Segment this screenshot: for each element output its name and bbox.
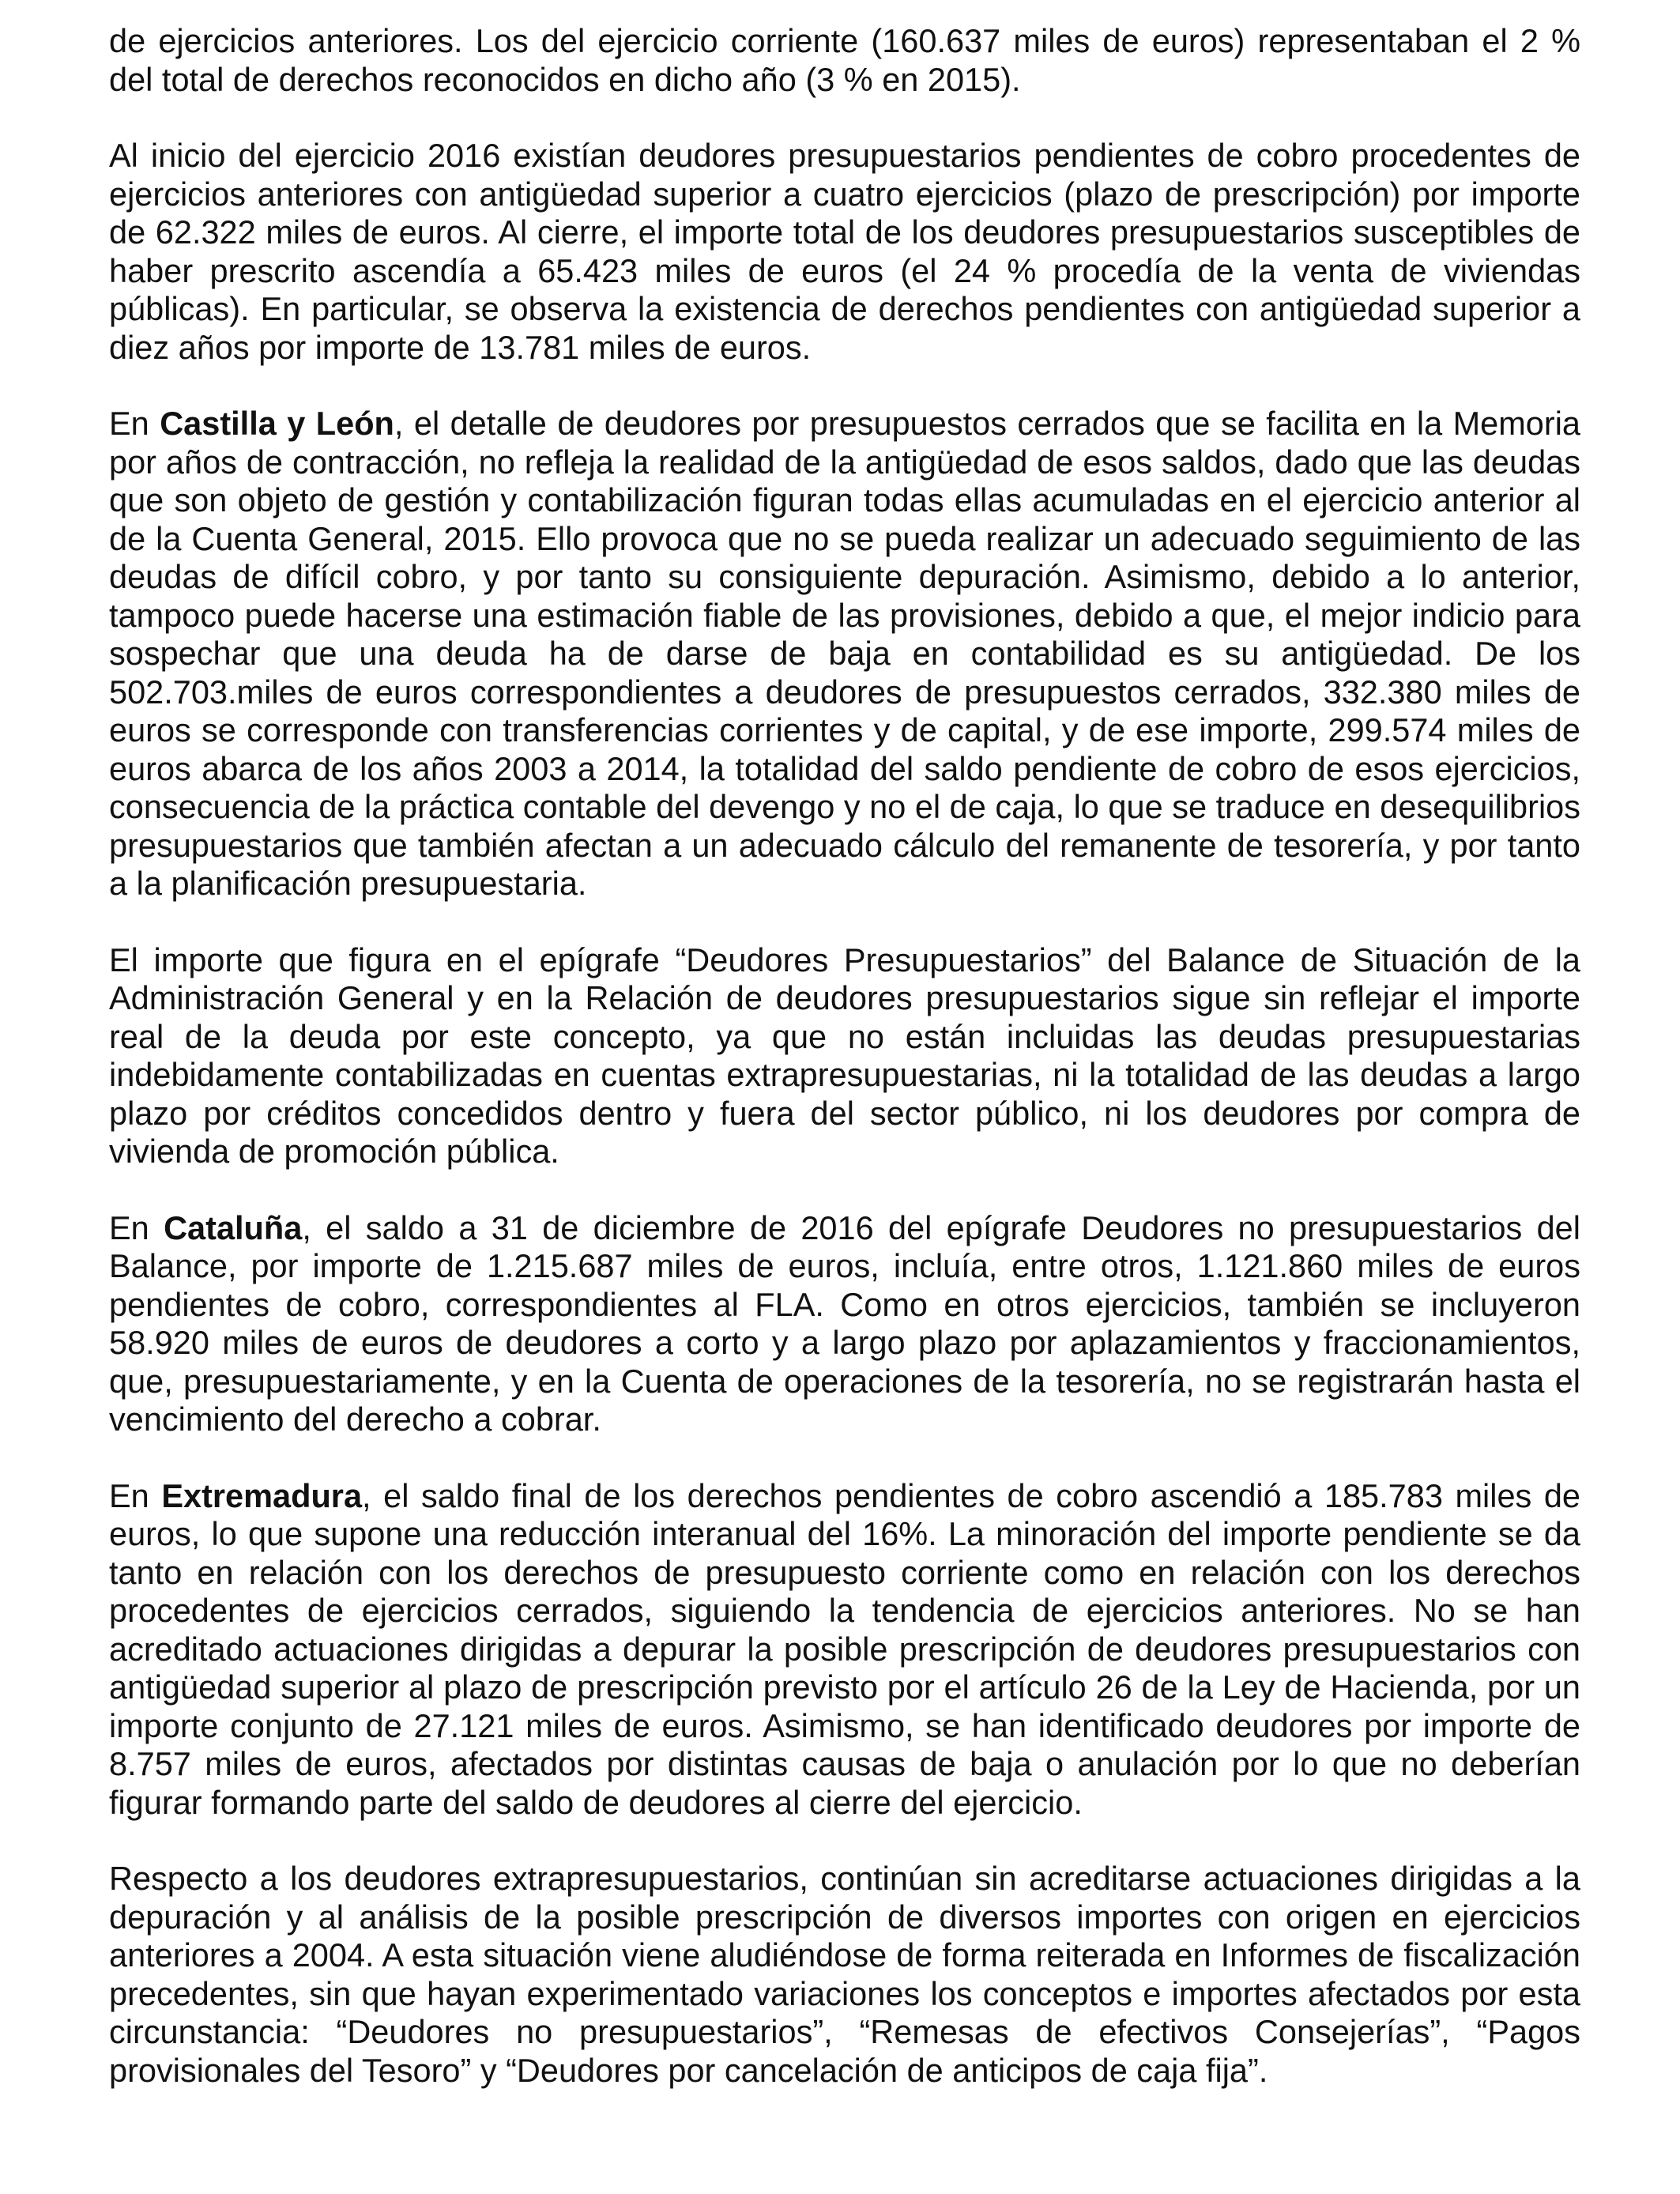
region-name: Cataluña [164, 1208, 303, 1246]
paragraph [109, 405, 1580, 903]
region-name: Castilla y León [160, 405, 394, 442]
paragraph [109, 22, 1580, 99]
paragraph [109, 1860, 1580, 2090]
paragraph-text: El importe que figura en el epígrafe “Deudores Presupuestarios” del Balance de Situación de la Administración General y en la Relación de deudores presupuestarios sigue sin reflejar el importe real de la deuda por este concepto, ya que no están incluidas las deudas presupuestarias indebidamente contabilizadas en cuentas extrapresupuestarias, ni la totalidad de las deudas a largo plazo por créditos concedidos dentro y fuera del sector público, ni los deudores por compra de vivienda de promoción pública. [109, 941, 1580, 1170]
paragraph-text: , el saldo a 31 de diciembre de 2016 del epígrafe Deudores no presupuestarios del Balance, por importe de 1.215.687 miles de euros, incluía, entre otros, 1.121.860 miles de euros pendientes de cobro, correspondientes al FLA. Como en otros ejercicios, también se incluyeron 58.920 miles de euros de deudores a corto y a largo plazo por aplazamientos y fraccionamientos, que, presupuestariamente, y en la Cuenta de operaciones de la tesorería, no se registrarán hasta el vencimiento del derecho a cobrar. [109, 1208, 1580, 1438]
paragraph [109, 941, 1580, 1171]
region-name: Extremadura [161, 1476, 363, 1514]
paragraph [109, 1477, 1580, 1823]
paragraph-lead: En [109, 405, 160, 442]
paragraph-text: Respecto a los deudores extrapresupuestarios, continúan sin acreditarse actuaciones dirigidas a la depuración y al análisis de la posible prescripción de diversos importes con origen en ejercicios anteriores a 2004. A esta situación viene aludiéndose de forma reiterada en Informes de fiscalización precedentes, sin que hayan experimentado variaciones los conceptos e importes afectados por esta circunstancia: “Deudores no presupuestarios”, “Remesas de efectivos Consejerías”, “Pagos provisionales del Tesoro” y “Deudores por cancelación de anticipos de caja fija”. [109, 1860, 1580, 2089]
paragraph-text: , el detalle de deudores por presupuestos cerrados que se facilita en la Memoria por años de contracción, no refleja la realidad de la antigüedad de esos saldos, dado que las deudas que son objeto de gestión y contabilización figuran todas ellas acumuladas en el ejercicio anterior al de la Cuenta General, 2015. Ello provoca que no se pueda realizar un adecuado seguimiento de las deudas de difícil cobro, y por tanto su consiguiente depuración. Asimismo, debido a lo anterior, tampoco puede hacerse una estimación fiable de las provisiones, debido a que, el mejor indicio para sospechar que una deuda ha de darse de baja en contabilidad es su antigüedad. De los 502.703.miles de euros correspondientes a deudores de presupuestos cerrados, 332.380 miles de euros se corresponde con transferencias corrientes y de capital, y de ese importe, 299.574 miles de euros abarca de los años 2003 a 2014, la totalidad del saldo pendiente de cobro de esos ejercicios, consecuencia de la práctica contable del devengo y no el de caja, lo que se traduce en desequilibrios presupuestarios que también afectan a un adecuado cálculo del remanente de tesorería, y por tanto a la planificación presupuestaria. [109, 405, 1580, 902]
document-page [109, 22, 1580, 2128]
paragraph-lead: En [109, 1476, 162, 1514]
paragraph-lead: En [109, 1208, 164, 1246]
paragraph-text: de ejercicios anteriores. Los del ejercicio corriente (160.637 miles de euros) representaban el 2 % del total de derechos reconocidos en dicho año (3 % en 2015). [109, 22, 1580, 98]
paragraph [109, 1209, 1580, 1439]
paragraph [109, 137, 1580, 367]
paragraph-text: , el saldo final de los derechos pendientes de cobro ascendió a 185.783 miles de euros, lo que supone una reducción interanual del 16%. La minoración del importe pendiente se da tanto en relación con los derechos de presupuesto corriente como en relación con los derechos procedentes de ejercicios cerrados, siguiendo la tendencia de ejercicios anteriores. No se han acreditado actuaciones dirigidas a depurar la posible prescripción de deudores presupuestarios con antigüedad superior al plazo de prescripción previsto por el artículo 26 de la Ley de Hacienda, por un importe conjunto de 27.121 miles de euros. Asimismo, se han identificado deudores por importe de 8.757 miles de euros, afectados por distintas causas de baja o anulación por lo que no deberían figurar formando parte del saldo de deudores al cierre del ejercicio. [109, 1476, 1580, 1821]
paragraph-text: Al inicio del ejercicio 2016 existían deudores presupuestarios pendientes de cobro procedentes de ejercicios anteriores con antigüedad superior a cuatro ejercicios (plazo de prescripción) por importe de 62.322 miles de euros. Al cierre, el importe total de los deudores presupuestarios susceptibles de haber prescrito ascendía a 65.423 miles de euros (el 24 % procedía de la venta de viviendas públicas). En particular, se observa la existencia de derechos pendientes con antigüedad superior a diez años por importe de 13.781 miles de euros. [109, 137, 1580, 366]
